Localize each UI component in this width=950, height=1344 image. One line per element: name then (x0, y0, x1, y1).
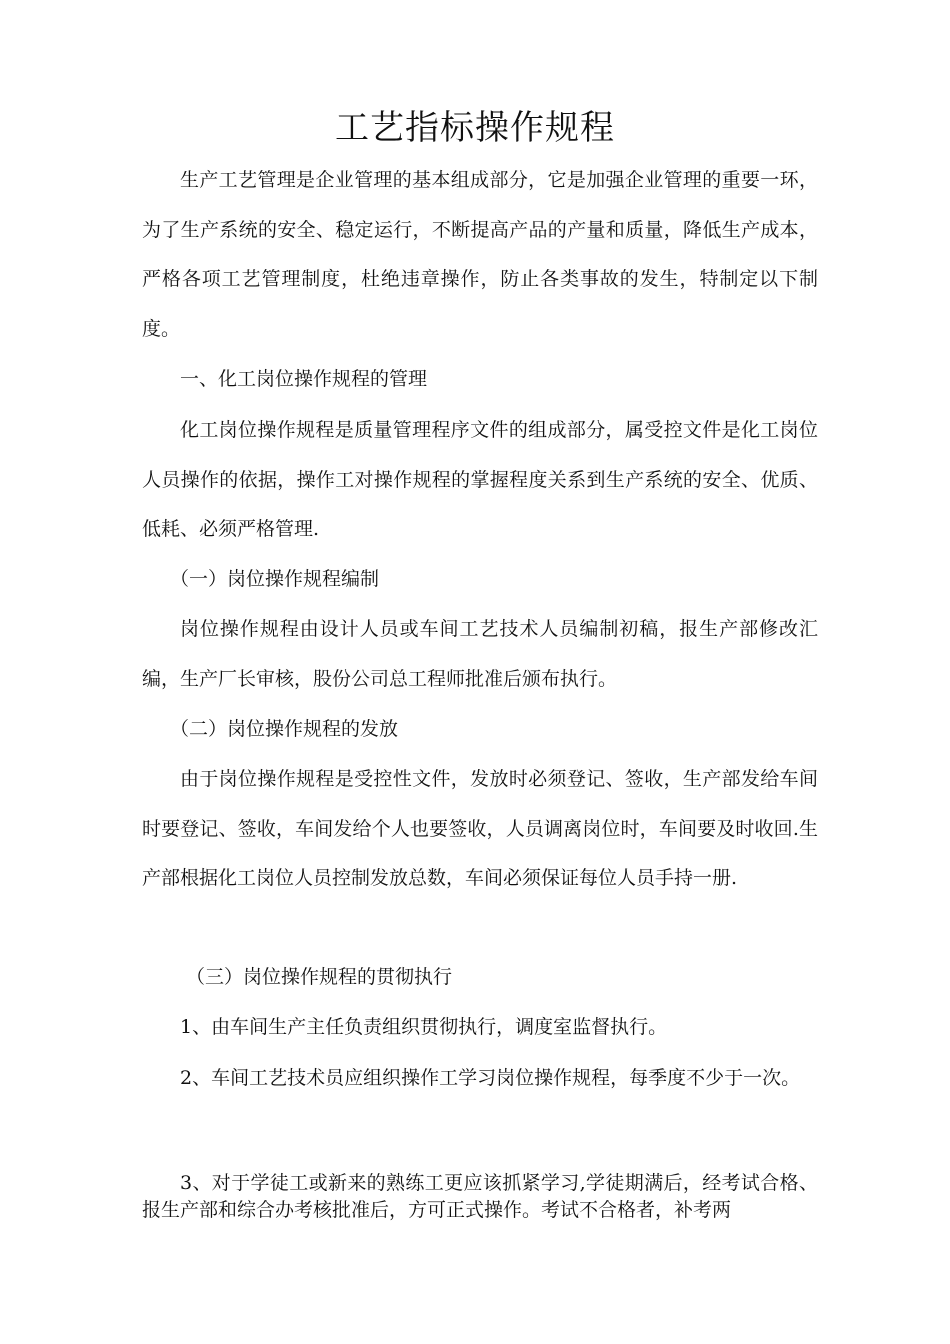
section-heading-1: 一、化工岗位操作规程的管理 (180, 368, 428, 390)
subsection-heading-3: （三）岗位操作规程的贯彻执行 (186, 966, 453, 988)
document-title: 工艺指标操作规程 (335, 108, 615, 148)
subsection-1-paragraph: 岗位操作规程由设计人员或车间工艺技术人员编制初稿，报生产部修改汇编，生产厂长审核，股份公司总工程师批准后颁布执行。 (142, 618, 818, 690)
subsection-heading-1: （一）岗位操作规程编制 (170, 568, 380, 590)
subsection-2-paragraph: 由于岗位操作规程是受控性文件，发放时必须登记、签收，生产部发给车间时要登记、签收，车间发给个人也要签收，人员调离岗位时，车间要及时收回.生产部根据化工岗位人员控制发放总数，车间必须保证每位人员手持一册. (142, 768, 818, 889)
list-item-3: 3、对于学徒工或新来的熟练工更应该抓紧学习,学徒期满后，经考试合格、报生产部和综合办考核批准后，方可正式操作。考试不合格者，补考两 (142, 1172, 818, 1221)
list-item-2: 2、车间工艺技术员应组织操作工学习岗位操作规程，每季度不少于一次。 (180, 1067, 801, 1089)
subsection-heading-2: （二）岗位操作规程的发放 (170, 718, 399, 740)
intro-paragraph: 生产工艺管理是企业管理的基本组成部分，它是加强企业管理的重要一环，为了生产系统的安全、稳定运行，不断提高产品的产量和质量，降低生产成本，严格各项工艺管理制度，杜绝违章操作，防止各类事故的发生，特制定以下制度。 (142, 169, 818, 340)
section-1-paragraph: 化工岗位操作规程是质量管理程序文件的组成部分，属受控文件是化工岗位人员操作的依据，操作工对操作规程的掌握程度关系到生产系统的安全、优质、低耗、必须严格管理. (142, 419, 818, 540)
list-item-1: 1、由车间生产主任负责组织贯彻执行，调度室监督执行。 (180, 1016, 668, 1038)
